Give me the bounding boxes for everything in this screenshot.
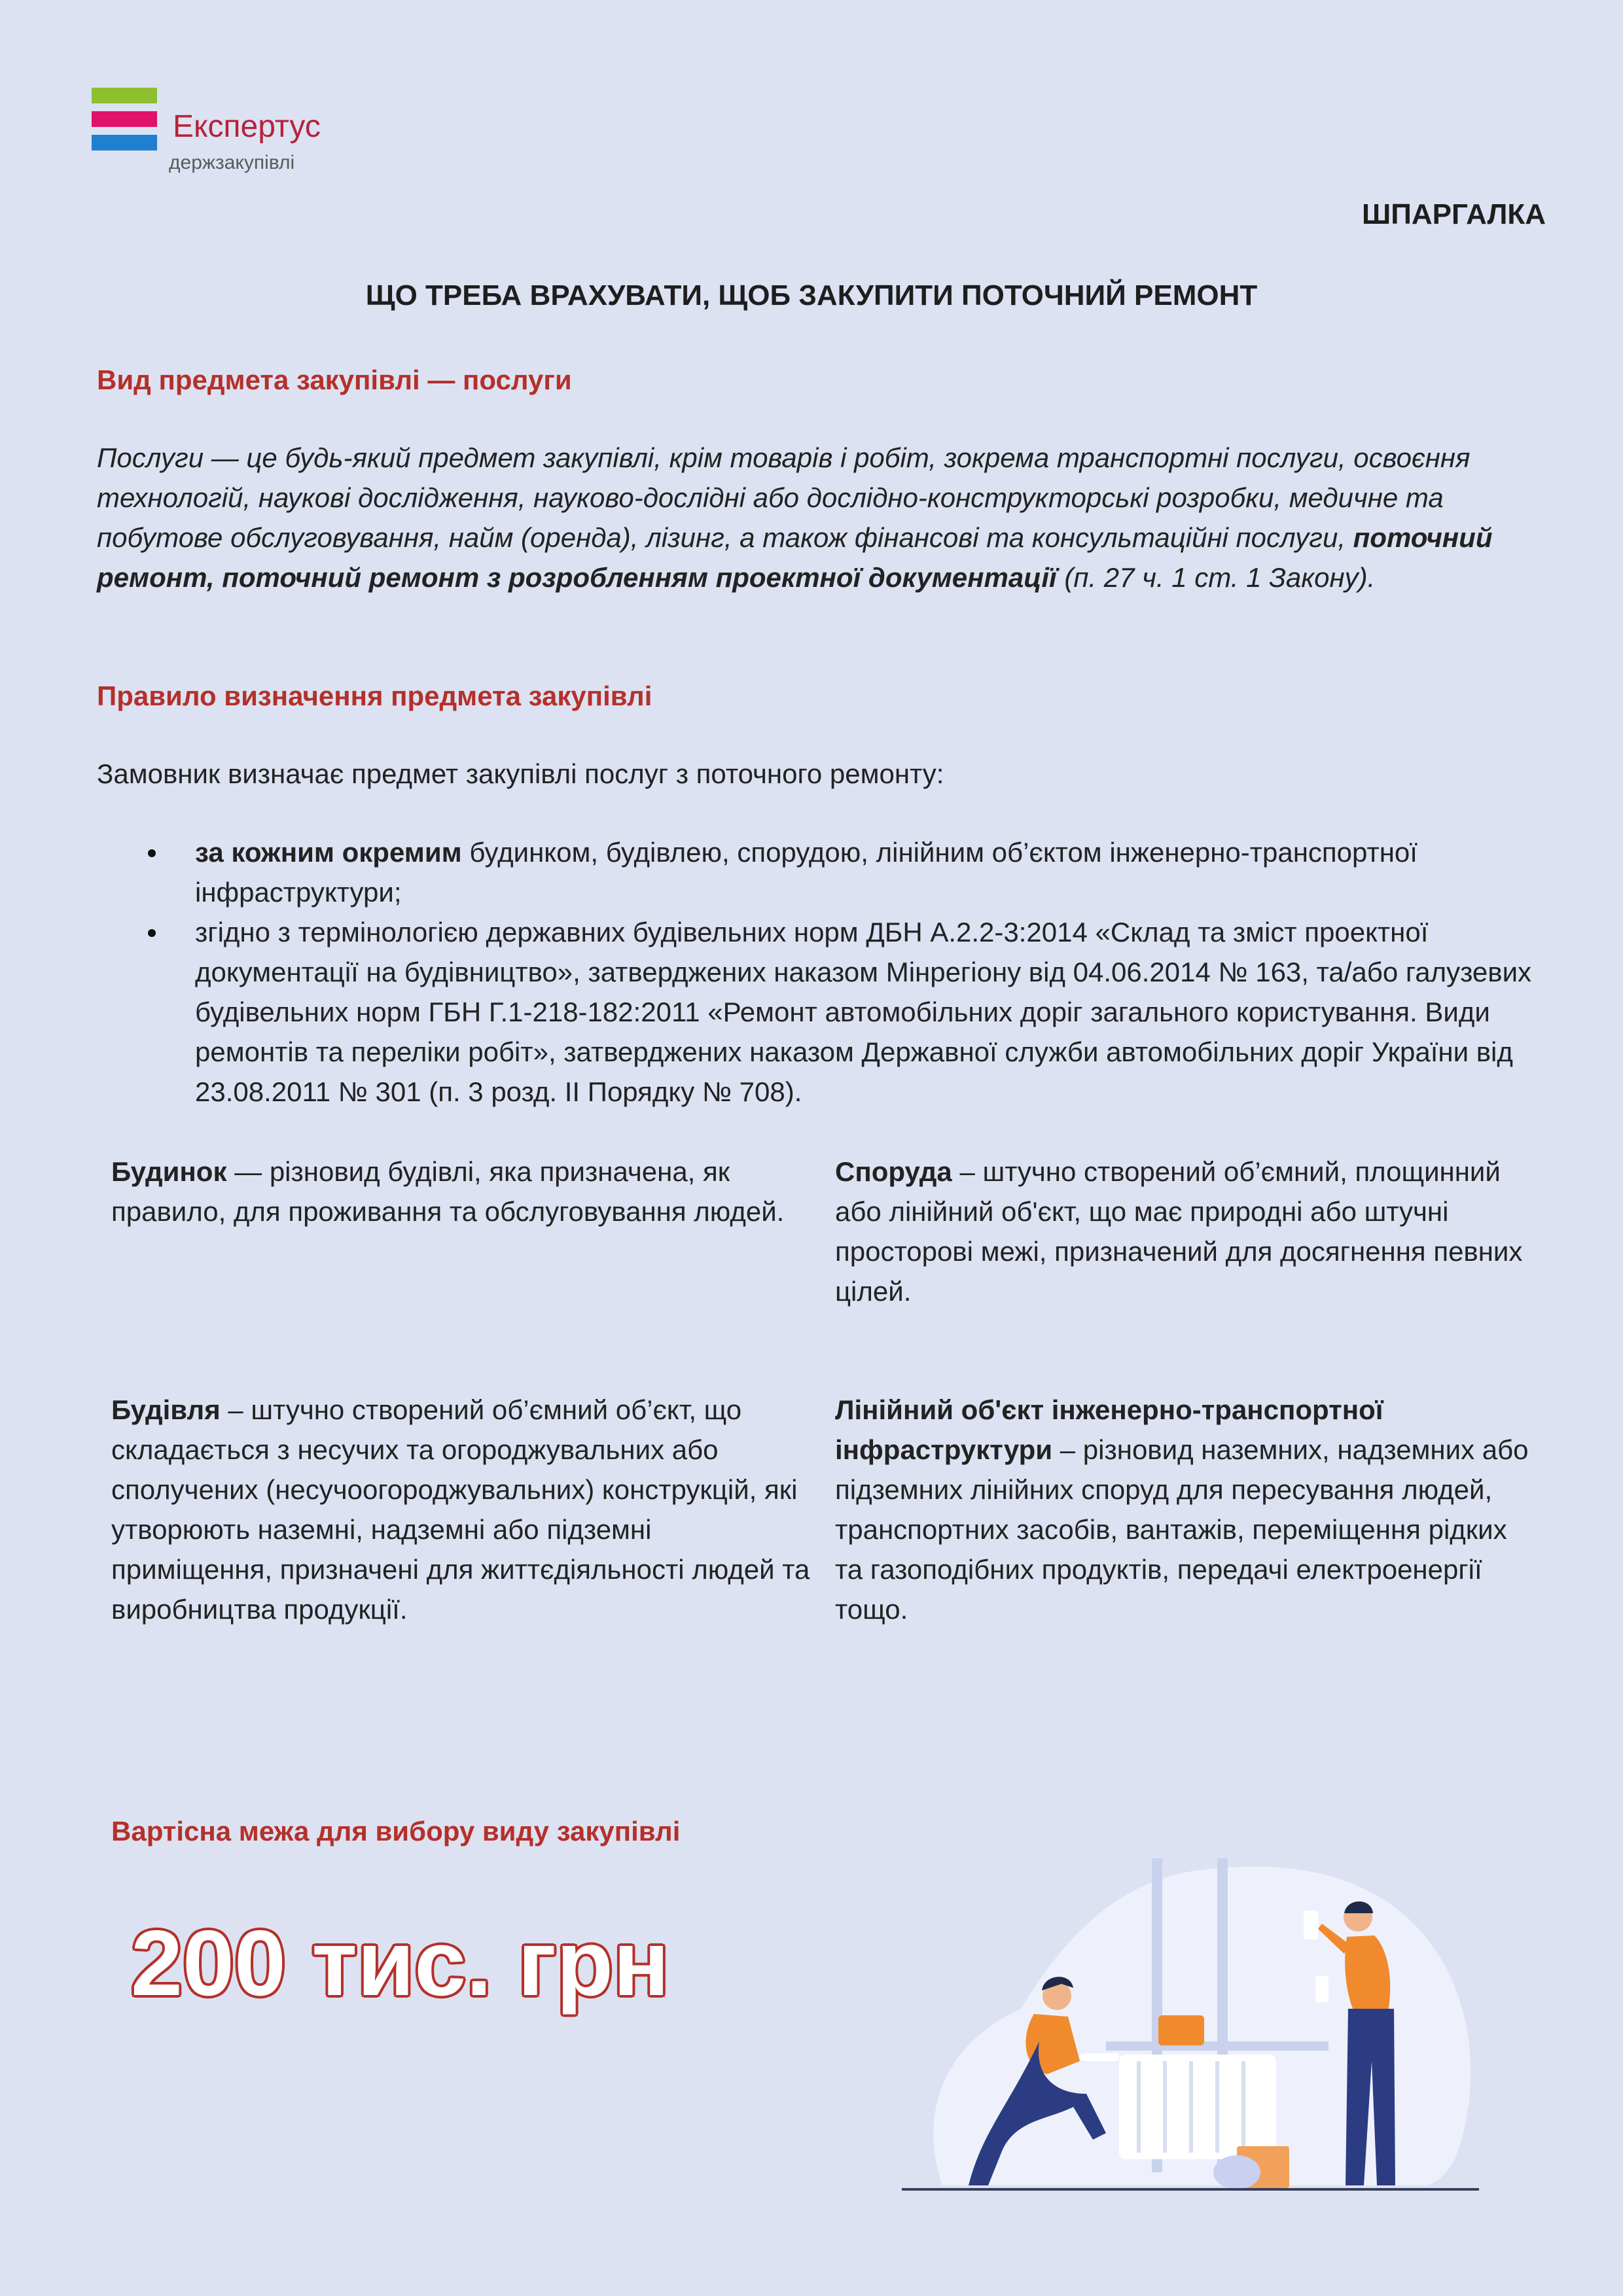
services-text-part2: (п. 27 ч. 1 ст. 1 Закону). — [1056, 562, 1376, 593]
section-heading-threshold: Вартісна межа для вибору виду закупівлі — [111, 1816, 681, 1846]
logo-bar-blue — [92, 135, 157, 150]
section-heading-type: Вид предмета закупівлі — послуги — [97, 364, 572, 395]
definition-term: Лінійний об'єкт інженерно-транспортної інфраструктури — [835, 1394, 1383, 1465]
definition-budivlya — [111, 1390, 812, 1629]
logo-bar-green — [92, 88, 157, 103]
cheatsheet-tag: ШПАРГАЛКА — [1362, 198, 1546, 230]
bullet1-text: будинком, будівлею, спорудою, лінійним об’єктом інженерно-транспортної інфраструктури; — [195, 837, 1418, 908]
logo-bar-pink — [92, 111, 157, 127]
services-definition — [97, 438, 1550, 597]
list-item — [195, 912, 1556, 1112]
logo-brand-name: Експертус — [173, 109, 321, 144]
definition-term: Споруда — [835, 1156, 952, 1187]
page-title: ЩО ТРЕБА ВРАХУВАТИ, ЩОБ ЗАКУПИТИ ПОТОЧНИЙ РЕМОНТ — [365, 279, 1258, 311]
threshold-value: 200 тис. грн — [131, 1911, 669, 2015]
services-text-bold: поточний ремонт, поточний ремонт з розробленням проектної документації — [97, 522, 1493, 593]
repair-workers-illustration — [890, 1845, 1492, 2205]
definition-term: Будинок — [111, 1156, 227, 1187]
definition-text: – штучно створений об’ємний, площинний або лінійний об'єкт, що має природні або штучні просторові межі, призначений для досягнення певних цілей. — [835, 1156, 1523, 1307]
expertus-logo — [92, 88, 340, 179]
definition-text: – різновид наземних, надземних або підземних лінійних споруд для пересування людей, транспортних засобів, вантажів, переміщення рідких та газоподібних продуктів, передачі електроенергії тощо. — [835, 1434, 1529, 1625]
definition-text: — різновид будівлі, яка призначена, як правило, для проживання та обслуговування людей. — [111, 1156, 785, 1227]
definition-text: – штучно створений об’ємний об’єкт, що складається з несучих та огороджувальних або сполучених (несучоогороджувальних) конструкцій, які утворюють наземні, надземні або підземні приміщення, призначені для життєдіяльності людей та виробництва продукції. — [111, 1394, 810, 1625]
definition-term: Будівля — [111, 1394, 221, 1425]
rule-list — [195, 832, 1556, 1112]
logo-subtitle: держзакупівлі — [169, 152, 295, 173]
rule-intro: Замовник визначає предмет закупівлі послуг з поточного ремонту: — [97, 758, 944, 789]
bullet2-text: згідно з термінологією державних будівельних норм ДБН А.2.2-3:2014 «Склад та зміст проектної документації на будівництво», затверджених наказом Мінрегіону від 04.06.2014 № 163, та/або галузевих будівельних норм ГБН Г.1-218-182:2011 «Ремонт автомобільних доріг загального користування. Види ремонтів та переліки робіт», затверджених наказом Державної служби автомобільних доріг України від 23.08.2011 № 301 (п. 3 розд. II Порядку № 708). — [195, 917, 1532, 1107]
list-item — [195, 832, 1556, 912]
bullet1-bold: за кожним окремим — [195, 837, 462, 868]
section-heading-rule: Правило визначення предмета закупівлі — [97, 680, 652, 711]
services-text-part1: Послуги — це будь-який предмет закупівлі, крім товарів і робіт, зокрема транспортні послуги, освоєння технологій, наукові дослідження, науково-дослідні або дослідно-конструкторські розробки, медичне та побутове обслуговування, найм (оренда), лізинг, а також фінансові та консультаційні послуги, — [97, 442, 1471, 553]
definition-linear-object — [835, 1390, 1542, 1629]
definition-budynok — [111, 1152, 812, 1231]
definition-sporuda — [835, 1152, 1542, 1311]
